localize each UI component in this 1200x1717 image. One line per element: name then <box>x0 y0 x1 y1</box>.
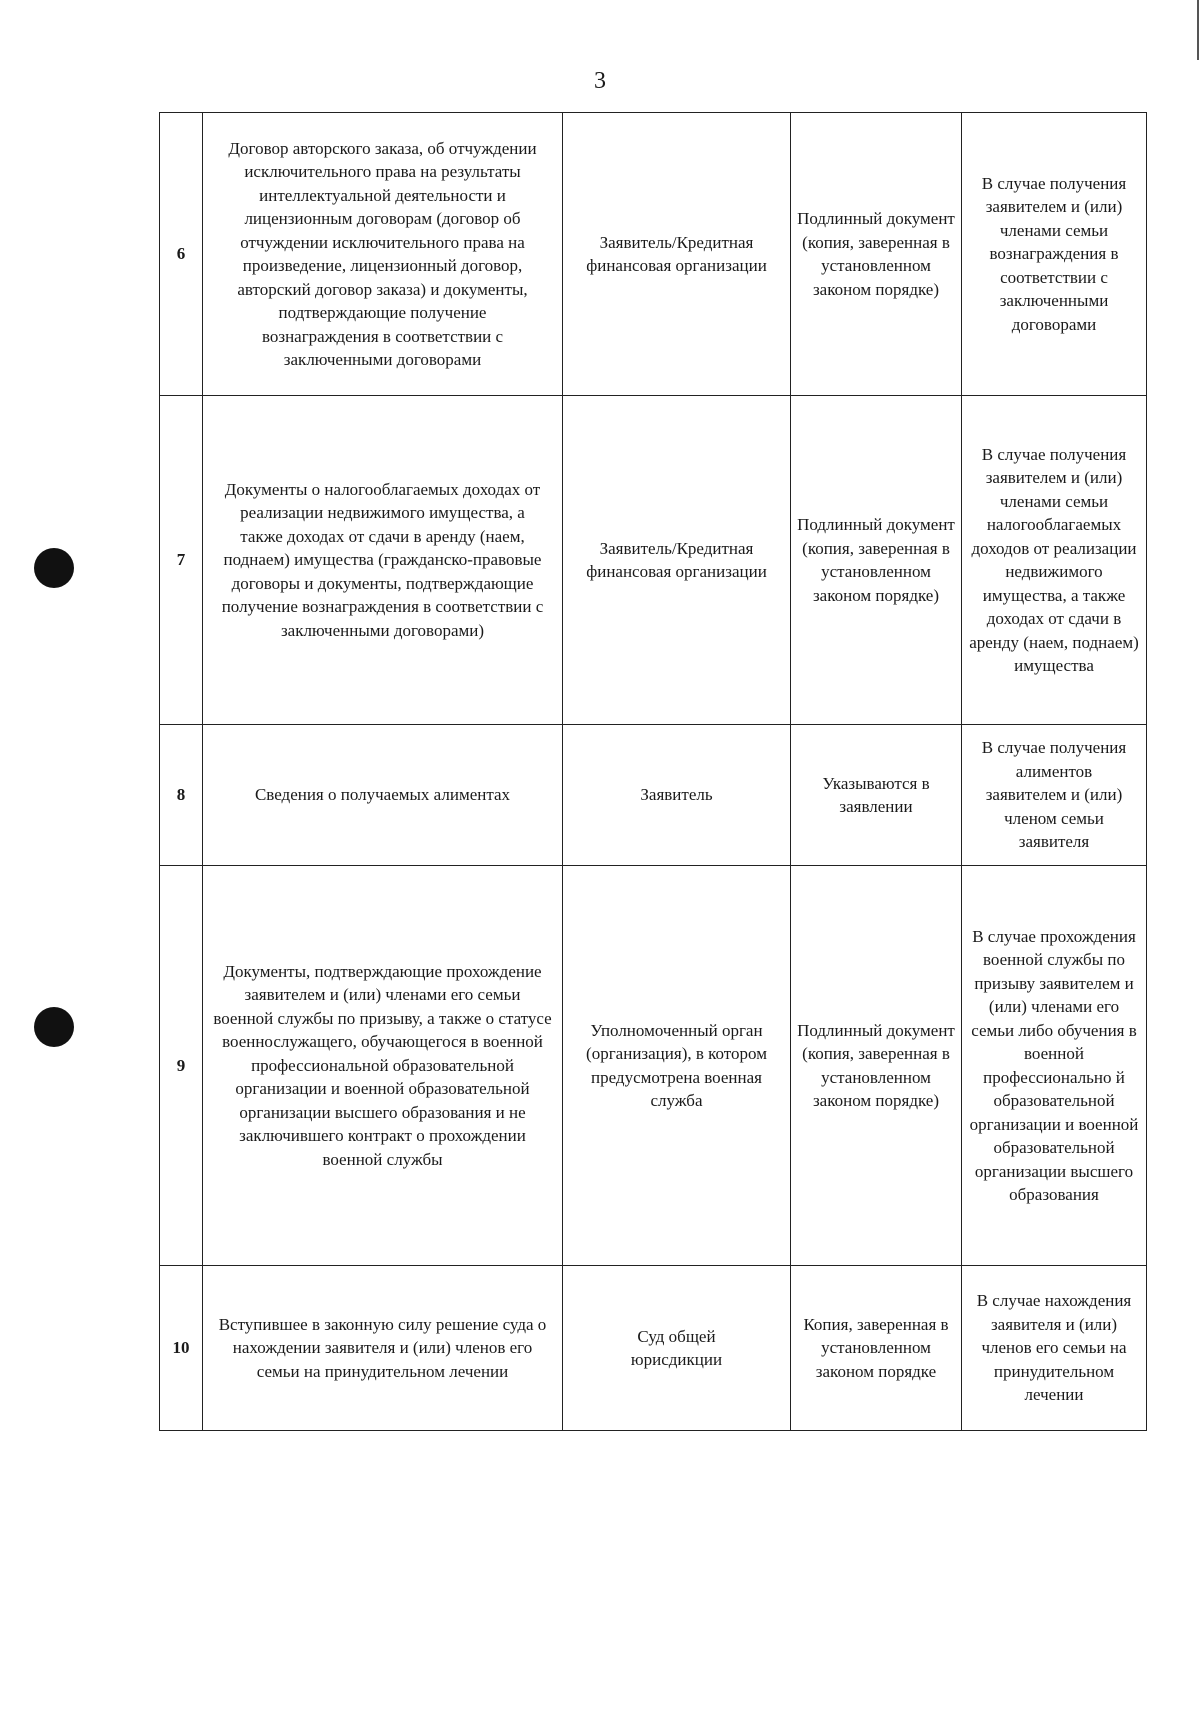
row-number: 9 <box>160 866 203 1266</box>
row-number: 7 <box>160 396 203 725</box>
document-name <box>203 396 563 725</box>
document-name-text: Документы о налогооблагаемых доходах от реализации недвижимого имущества, а также доходах от сдачи в аренду (наем, поднаем) имущества (гражданско-правовые договоры и документы, подтверждающие получение вознаграждения в соответствии с заключенными договорами) <box>221 479 544 640</box>
table-row <box>160 113 1147 396</box>
document-name-text: Договор авторского заказа, об отчуждении исключительного права на результаты интеллектуальной деятельности и лицензионным договорам (договор об отчуждении исключительного права на произведение, лицензионный договор, авторский договор заказа) и документы, подтверждающие получение вознаграждения в соответствии с заключенными договорами <box>228 138 537 369</box>
right-edge-mark <box>1197 0 1199 60</box>
document-source-text: Суд общей юрисдикции <box>630 1326 723 1369</box>
page-number: 3 <box>594 68 606 94</box>
submission-condition-text: В случае нахождения заявителя и (или) членов его семьи на принудительном лечении <box>976 1291 1132 1405</box>
submission-condition-text: В случае получения алиментов заявителем и (или) членом семьи заявителя <box>981 738 1127 852</box>
document-form-text: Копия, заверенная в установленном законом порядке <box>803 1314 949 1381</box>
document-form <box>791 725 962 866</box>
document-form-text: Подлинный документ (копия, заверенная в установленном законом порядке) <box>797 1020 955 1110</box>
row-number: 10 <box>160 1266 203 1431</box>
table-row <box>160 866 1147 1266</box>
document-name <box>203 1266 563 1431</box>
submission-condition-text: В случае получения заявителем и (или) членами семьи вознаграждения в соответствии с заключенными договорами <box>981 173 1127 334</box>
document-form <box>791 113 962 396</box>
submission-condition-text: В случае прохождения военной службы по призыву заявителем и (или) членами его семьи либо обучения в военной профессионально й образовательной организации и военной образовательной организации высшего образования <box>969 926 1139 1204</box>
submission-condition <box>962 396 1147 725</box>
document-source <box>563 1266 791 1431</box>
document-name-text: Вступившее в законную силу решение суда о нахождении заявителя и (или) членов его семьи на принудительном лечении <box>218 1314 547 1381</box>
document-source <box>563 113 791 396</box>
row-number: 8 <box>160 725 203 866</box>
submission-condition <box>962 725 1147 866</box>
document-form <box>791 1266 962 1431</box>
table-row <box>160 1266 1147 1431</box>
document-form <box>791 866 962 1266</box>
submission-condition-text: В случае получения заявителем и (или) членами семьи налогооблагаемых доходов от реализации недвижимого имущества, а также доходах от сдачи в аренду (наем, поднаем) имущества <box>969 444 1139 675</box>
documents-table <box>159 112 1147 1431</box>
document-name <box>203 866 563 1266</box>
document-source <box>563 725 791 866</box>
table-row <box>160 725 1147 866</box>
row-number: 6 <box>160 113 203 396</box>
document-source-text: Заявитель <box>640 785 713 805</box>
submission-condition <box>962 1266 1147 1431</box>
document-name-text: Документы, подтверждающие прохождение заявителем и (или) членами его семьи военной службы по призыву, а также о статусе военнослужащего, обучающегося в военной профессиональной образовательной организации и военной образовательной организации высшего образования и не заключившего контракт о прохождении военной службы <box>213 961 552 1169</box>
document-name <box>203 113 563 396</box>
document-source <box>563 866 791 1266</box>
table-row <box>160 396 1147 725</box>
document-form-text: Подлинный документ (копия, заверенная в установленном законом порядке) <box>797 515 955 605</box>
document-name <box>203 725 563 866</box>
submission-condition <box>962 113 1147 396</box>
submission-condition <box>962 866 1147 1266</box>
punch-hole-top <box>34 548 74 588</box>
document-form <box>791 396 962 725</box>
document-source-text: Заявитель/Кредитная финансовая организации <box>586 538 767 581</box>
document-source <box>563 396 791 725</box>
document-name-text: Сведения о получаемых алиментах <box>254 785 511 805</box>
document-form-text: Указываются в заявлении <box>822 773 930 816</box>
document-source-text: Заявитель/Кредитная финансовая организации <box>586 232 767 275</box>
document-form-text: Подлинный документ (копия, заверенная в установленном законом порядке) <box>797 209 955 299</box>
punch-hole-bottom <box>34 1007 74 1047</box>
document-source-text: Уполномоченный орган (организация), в котором предусмотрена военная служба <box>586 1020 767 1110</box>
